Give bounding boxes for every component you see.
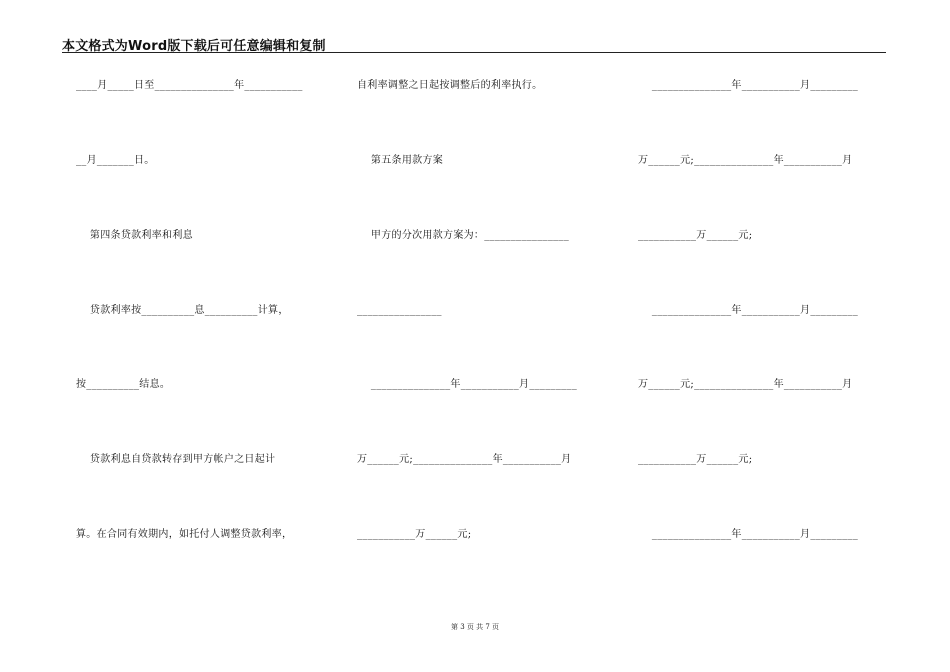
- col3-line-6: ___________万______元;: [638, 454, 753, 465]
- col2-line-4: ________________: [357, 305, 442, 316]
- col3-line-5: 万______元;_______________年___________月: [638, 379, 853, 390]
- col1-line-2: __月_______日。: [76, 155, 155, 166]
- page-number: 第 3 页 共 7 页: [450, 623, 500, 631]
- col2-line-3: 甲方的分次用款方案为：________________: [357, 230, 570, 241]
- page-header: [62, 34, 886, 53]
- col1-line-7: 算。在合同有效期内，如托付人调整贷款利率，: [76, 529, 293, 540]
- header-title: 本文格式为Word版下载后可任意编辑和复制: [62, 39, 326, 54]
- col2-line-2: 第五条用款方案: [357, 155, 444, 166]
- col1-line-3: 第四条贷款利率和利息: [76, 230, 193, 241]
- col2-line-7: ___________万______元;: [357, 529, 472, 540]
- col3-line-7: _______________年___________月_________: [638, 529, 859, 540]
- col2-line-1: 自利率调整之日起按调整后的利率执行。: [357, 80, 543, 91]
- col2-line-5: _______________年___________月_________: [357, 379, 578, 390]
- col3-line-2: 万______元;_______________年___________月: [638, 155, 853, 166]
- col1-line-4: 贷款利率按__________息__________计算，: [76, 305, 289, 316]
- col1-line-6: 贷款利息自贷款转存到甲方帐户之日起计: [76, 454, 276, 465]
- col2-line-6: 万______元;_______________年___________月: [357, 454, 572, 465]
- col3-line-4: _______________年___________月_________: [638, 305, 859, 316]
- col1-line-1: ____月_____日至_______________年___________: [76, 80, 303, 91]
- col1-line-5: 按__________结息。: [76, 379, 171, 390]
- col3-line-3: ___________万______元;: [638, 230, 753, 241]
- col3-line-1: _______________年___________月_________: [638, 80, 859, 91]
